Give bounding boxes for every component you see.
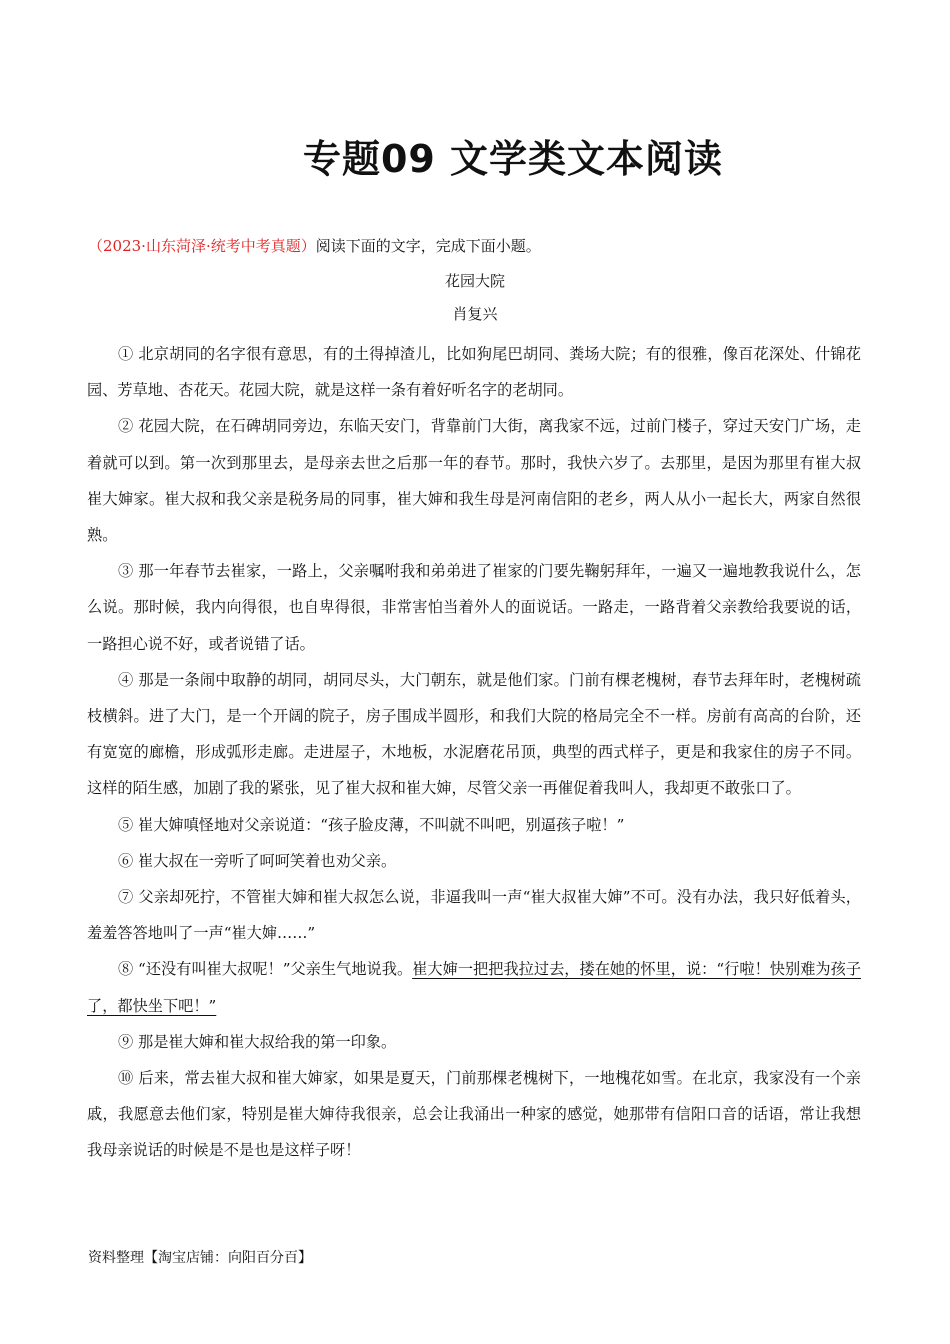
paragraph-4: ④ 那是一条闹中取静的胡同，胡同尽头，大门朝东，就是他们家。门前有棵老槐树，春节去拜年时，老槐树疏枝横斜。进了大门，是一个开阔的院子，房子围成半圆形，和我们大院的格局完全不一样。房前有高高的台阶，还有宽宽的廊檐，形成弧形走廊。走进屋子，木地板，水泥磨花吊顶，典型的西式样子，更是和我家住的房子不同。这样的陌生感，加剧了我的紧张，见了崔大叔和崔大婶，尽管父亲一再催促着我叫人，我却更不敢张口了。 xyxy=(87,670,861,798)
paragraph-10: ⑩ 后来，常去崔大叔和崔大婶家，如果是夏天，门前那棵老槐树下，一地槐花如雪。在北京，我家没有一个亲戚，我愿意去他们家，特别是崔大婶待我很亲，总会让我涌出一种家的感觉，她那带有信阳口音的话语，常让我想我母亲说话的时候是不是也是这样子呀！ xyxy=(87,1069,861,1160)
paragraph-8 xyxy=(87,951,861,1023)
paragraph-9: ⑨ 那是崔大婶和崔大叔给我的第一印象。 xyxy=(118,1032,397,1051)
paragraph-8-underlined-sentence: 崔大婶一把把我拉过去，搂在她的怀里，说：“行啦！快别难为孩子了，都快坐下吧！” xyxy=(87,960,862,1015)
paragraph-1: ① 北京胡同的名字很有意思，有的土得掉渣儿，比如狗尾巴胡同、粪场大院；有的很雅，像百花深处、什锦花园、芳草地、杏花天。花园大院，就是这样一条有着好听名字的老胡同。 xyxy=(87,345,861,400)
instruction-text: 阅读下面的文字，完成下面小题。 xyxy=(315,237,541,255)
article-body xyxy=(87,336,861,1169)
paragraph-2: ② 花园大院，在石碑胡同旁边，东临天安门，背靠前门大街，离我家不远，过前门楼子，穿过天安门广场，走着就可以到。第一次到那里去，是母亲去世之后那一年的春节。那时，我快六岁了。去那里，是因为那里有崔大叔崔大婶家。崔大叔和我父亲是税务局的同事，崔大婶和我生母是河南信阳的老乡，两人从小一起长大，两家自然很熟。 xyxy=(87,417,861,545)
paragraph-6: ⑥ 崔大叔在一旁听了呵呵笑着也劝父亲。 xyxy=(118,851,397,870)
question-intro xyxy=(88,235,541,257)
article-author: 肖复兴 xyxy=(452,305,498,323)
paragraph-3: ③ 那一年春节去崔家，一路上，父亲嘱咐我和弟弟进了崔家的门要先鞠躬拜年，一遍又一遍地教我说什么，怎么说。那时候，我内向得很，也自卑得很，非常害怕当着外人的面说话。一路走，一路背着父亲教给我要说的话，一路担心说不好，或者说错了话。 xyxy=(87,562,861,653)
paragraph-5: ⑤ 崔大婶嗔怪地对父亲说道：“孩子脸皮薄，不叫就不叫吧，别逼孩子啦！” xyxy=(118,815,625,834)
paragraph-7: ⑦ 父亲却死拧，不管崔大婶和崔大叔怎么说，非逼我叫一声“崔大叔崔大婶”不可。没有办法，我只好低着头，羞羞答答地叫了一声“崔大婶……” xyxy=(87,888,861,943)
paragraph-8-text: ⑧ “还没有叫崔大叔呢！”父亲生气地说我。 xyxy=(118,960,413,979)
article-title: 花园大院 xyxy=(444,272,505,290)
source-citation: （2023·山东菏泽·统考中考真题） xyxy=(88,237,316,255)
page-title: 专题09 文学类文本阅读 xyxy=(302,137,724,181)
footer-note: 资料整理【淘宝店铺：向阳百分百】 xyxy=(88,1250,312,1266)
